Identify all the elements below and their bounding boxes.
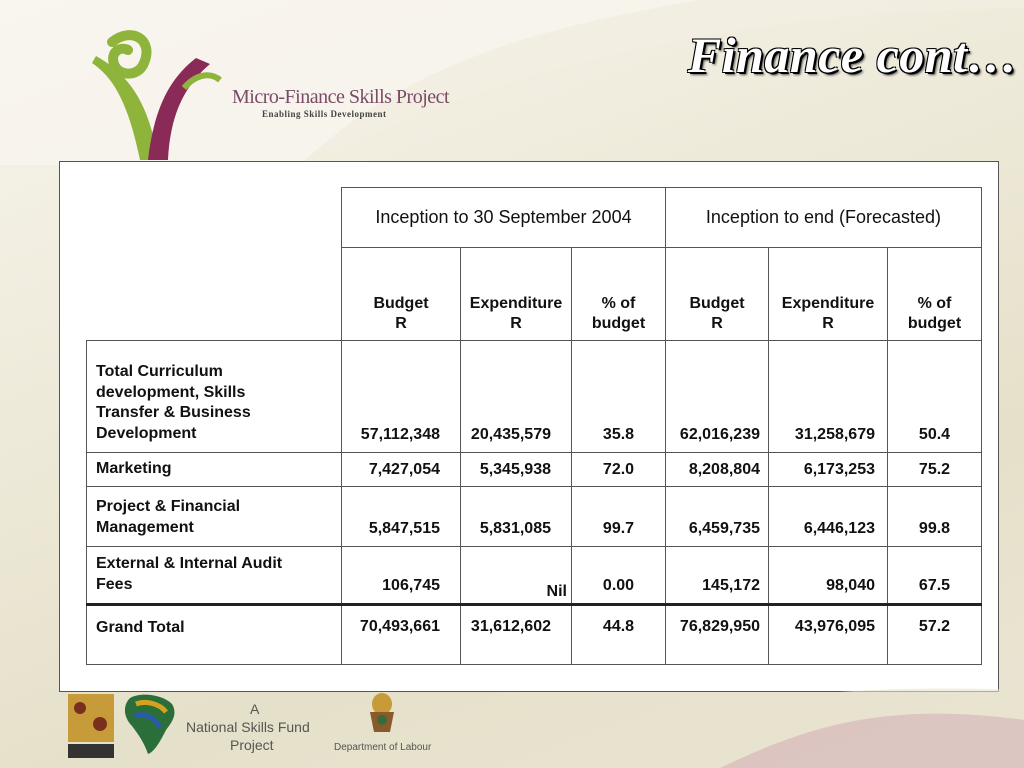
cell-value: 43,976,095	[769, 605, 888, 665]
cell-value: 5,831,085	[461, 487, 572, 547]
cell-value: 5,847,515	[342, 487, 461, 547]
cell-value: 44.8	[572, 605, 666, 665]
col-header-percent-forecast: % of budget	[888, 248, 982, 341]
group-header-forecast: Inception to end (Forecasted)	[666, 188, 982, 248]
table-row	[87, 453, 982, 487]
cell-value: 57,112,348	[342, 341, 461, 453]
cell-value: 72.0	[572, 453, 666, 487]
column-header-row	[87, 248, 982, 341]
group-header-actual: Inception to 30 September 2004	[342, 188, 666, 248]
skills-logo-icon	[68, 694, 114, 758]
cell-value: 5,345,938	[461, 453, 572, 487]
finance-panel	[59, 161, 999, 692]
row-label: External & Internal Audit Fees	[87, 547, 342, 605]
cell-value: 99.7	[572, 487, 666, 547]
empty-corner	[87, 188, 342, 248]
cell-value: 57.2	[888, 605, 982, 665]
empty-label-header	[87, 248, 342, 341]
cell-value: 62,016,239	[666, 341, 769, 453]
cell-value: 6,459,735	[666, 487, 769, 547]
logo-tagline: Enabling Skills Development	[262, 109, 387, 119]
col-header-expenditure-actual: Expenditure R	[461, 248, 572, 341]
cell-value: 50.4	[888, 341, 982, 453]
cell-value: 6,446,123	[769, 487, 888, 547]
coat-of-arms-icon	[362, 690, 402, 740]
cell-value: 98,040	[769, 547, 888, 605]
cell-value: 75.2	[888, 453, 982, 487]
cell-value: 31,258,679	[769, 341, 888, 453]
col-header-budget-actual: Budget R	[342, 248, 461, 341]
cell-value: 70,493,661	[342, 605, 461, 665]
cell-value: 7,427,054	[342, 453, 461, 487]
logo-name: Micro-Finance Skills Project	[232, 86, 450, 108]
table-row	[87, 547, 982, 605]
col-header-expenditure-forecast: Expenditure R	[769, 248, 888, 341]
table-row	[87, 605, 982, 665]
row-label: Project & Financial Management	[87, 487, 342, 547]
page-title: Finance cont…	[687, 27, 1018, 83]
cell-value: 31,612,602	[461, 605, 572, 665]
row-label: Grand Total	[87, 605, 342, 665]
cell-value: 106,745	[342, 547, 461, 605]
cell-value: Nil	[461, 547, 572, 605]
project-logo-icon	[84, 28, 224, 163]
col-header-percent-actual: % of budget	[572, 248, 666, 341]
cell-value: 76,829,950	[666, 605, 769, 665]
cell-value: 6,173,253	[769, 453, 888, 487]
cell-value: 99.8	[888, 487, 982, 547]
department-label: Department of Labour	[334, 742, 432, 753]
row-label: Total Curriculum development, Skills Transfer & Business Development	[87, 341, 342, 453]
table-row	[87, 341, 982, 453]
cell-value: 35.8	[572, 341, 666, 453]
cell-value: 0.00	[572, 547, 666, 605]
row-label: Marketing	[87, 453, 342, 487]
col-header-budget-forecast: Budget R	[666, 248, 769, 341]
cell-value: 67.5	[888, 547, 982, 605]
africa-map-icon	[120, 690, 182, 756]
finance-table	[86, 187, 982, 665]
nsf-caption: A National Skills Fund Project	[186, 701, 310, 753]
group-header-row	[87, 188, 982, 248]
cell-value: 8,208,804	[666, 453, 769, 487]
cell-value: 145,172	[666, 547, 769, 605]
table-row	[87, 487, 982, 547]
cell-value: 20,435,579	[461, 341, 572, 453]
